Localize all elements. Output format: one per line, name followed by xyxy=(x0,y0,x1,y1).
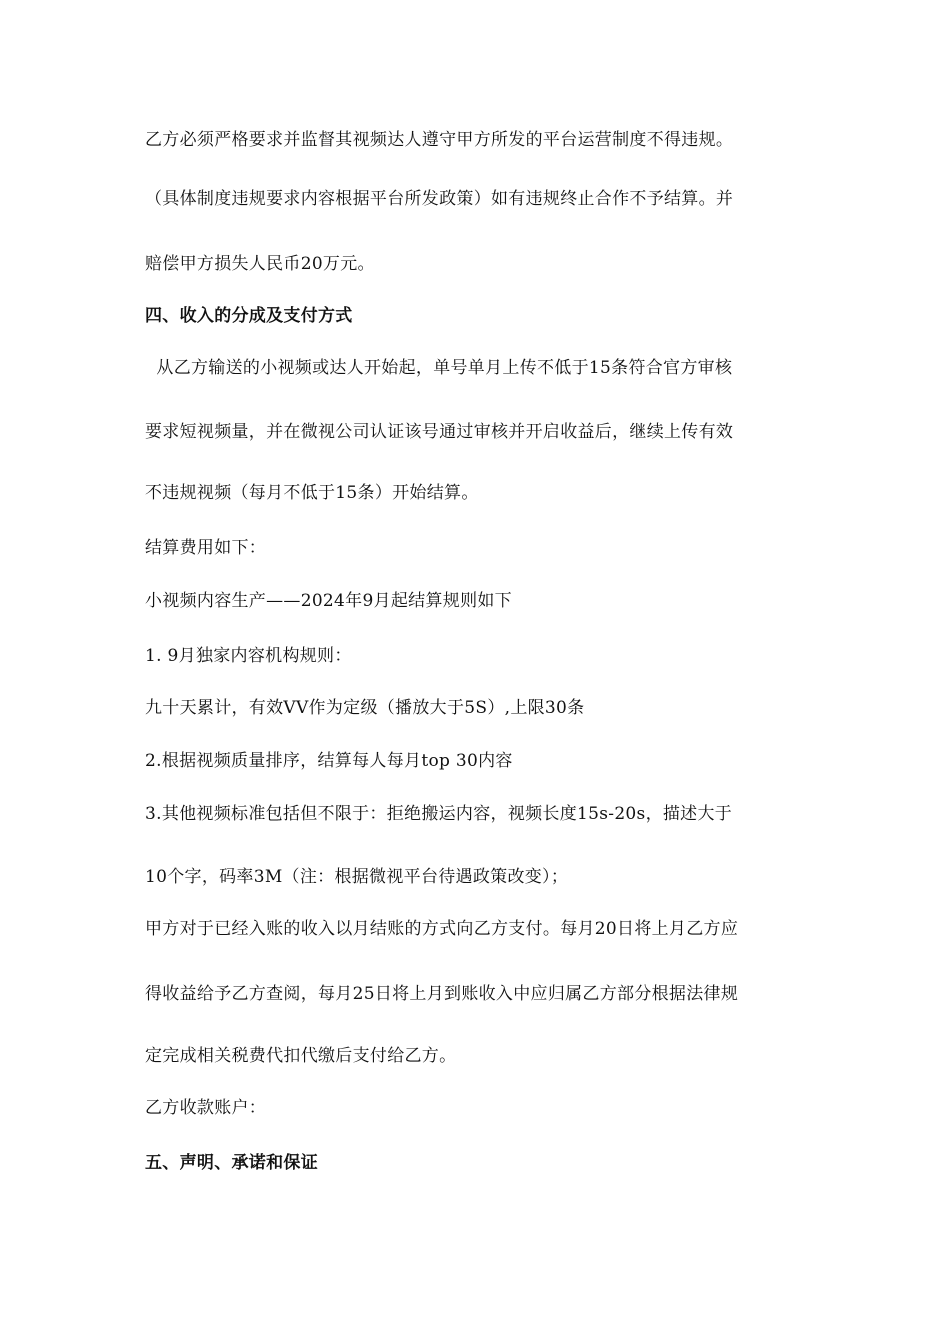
paragraph-line: 乙方必须严格要求并监督其视频达人遵守甲方所发的平台运营制度不得违规。 xyxy=(145,130,734,150)
paragraph-line: （具体制度违规要求内容根据平台所发政策）如有违规终止合作不予结算。并 xyxy=(145,189,734,209)
list-item: 2.根据视频质量排序，结算每人每月top 30内容 xyxy=(145,751,513,771)
paragraph-line: 得收益给予乙方查阅，每月25日将上月到账收入中应归属乙方部分根据法律规 xyxy=(145,984,739,1004)
paragraph-line: 赔偿甲方损失人民币20万元。 xyxy=(145,254,375,274)
paragraph-line: 乙方收款账户： xyxy=(145,1098,267,1118)
list-item: 3.其他视频标准包括但不限于：拒绝搬运内容，视频长度15s-20s，描述大于 xyxy=(145,804,733,824)
paragraph-line: 不违规视频（每月不低于15条）开始结算。 xyxy=(145,483,479,503)
paragraph-line: 甲方对于已经入账的收入以月结账的方式向乙方支付。每月20日将上月乙方应 xyxy=(145,919,739,939)
section-heading-5: 五、声明、承诺和保证 xyxy=(145,1153,318,1173)
paragraph-line: 定完成相关税费代扣代缴后支付给乙方。 xyxy=(145,1046,457,1066)
paragraph-line: 要求短视频量，并在微视公司认证该号通过审核并开启收益后，继续上传有效 xyxy=(145,422,734,442)
paragraph-line: 10个字，码率3M（注：根据微视平台待遇政策改变）； xyxy=(145,867,569,887)
paragraph-line: 结算费用如下： xyxy=(145,538,267,558)
paragraph-line: 从乙方输送的小视频或达人开始起，单号单月上传不低于15条符合官方审核 xyxy=(145,358,733,378)
list-item: 1. 9月独家内容机构规则： xyxy=(145,646,352,666)
paragraph-line: 九十天累计，有效VV作为定级（播放大于5S）,上限30条 xyxy=(145,698,585,718)
section-heading-4: 四、收入的分成及支付方式 xyxy=(145,306,353,326)
paragraph-line: 小视频内容生产——2024年9月起结算规则如下 xyxy=(145,591,512,611)
